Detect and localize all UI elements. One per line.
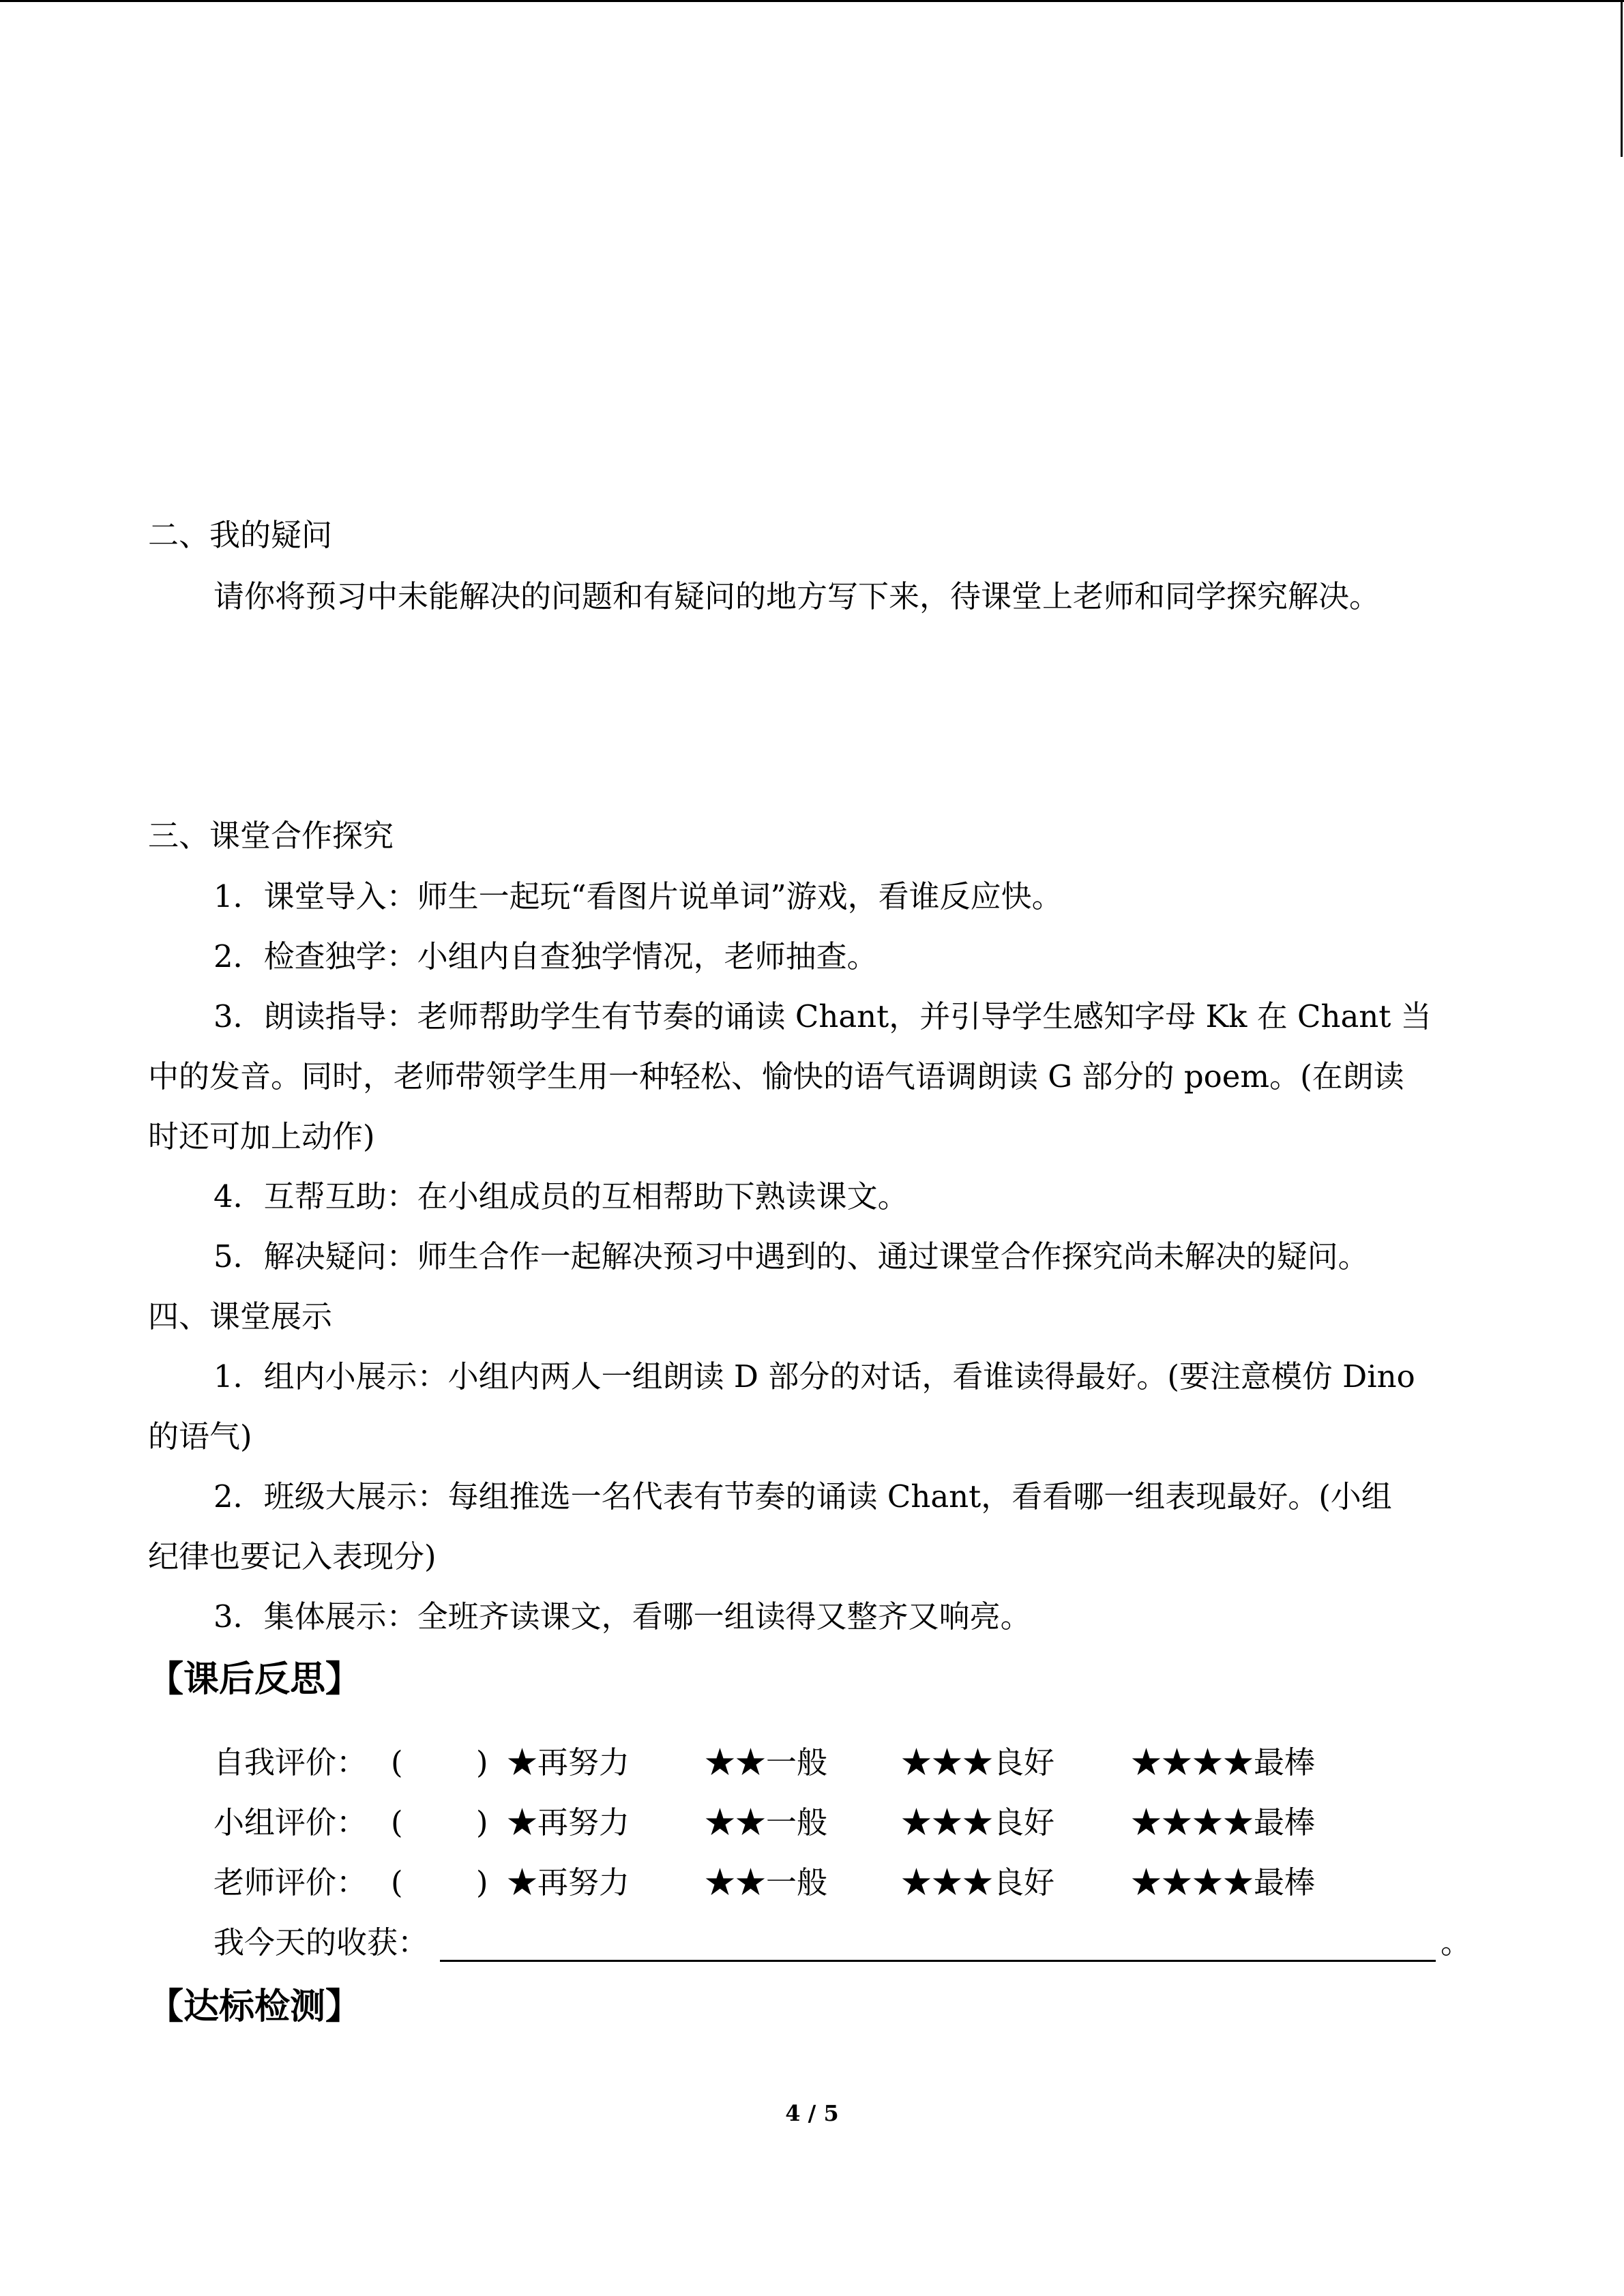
rating-option-1: ★再努力 (507, 1864, 630, 1900)
rating-option-1: ★再努力 (507, 1744, 630, 1780)
rating-option-3: ★★★良好 (901, 1804, 1055, 1840)
rating-option-3: ★★★良好 (901, 1744, 1055, 1780)
section2-instruction: 请你将预习中未能解决的问题和有疑问的地方写下来，待课堂上老师和同学探究解决。 (213, 578, 1381, 614)
paren-open: ( (391, 1804, 403, 1840)
section4-item1-line1: 1．组内小展示：小组内两人一组朗读 D 部分的对话，看谁读得最好。(要注意模仿 Dino (213, 1358, 1415, 1395)
section4-item3: 3．集体展示：全班齐读课文，看哪一组读得又整齐又响亮。 (213, 1598, 1031, 1635)
paren-close: ) (476, 1864, 488, 1900)
section4-item1-line2: 的语气) (148, 1418, 252, 1455)
section3-item2: 2．检查独学：小组内自查独学情况，老师抽查。 (213, 938, 878, 974)
harvest-label: 我今天的收获： (213, 1924, 429, 1960)
harvest-answer-line[interactable] (440, 1960, 1436, 1962)
page-number: 4 / 5 (785, 2100, 839, 2126)
section3-heading: 三、课堂合作探究 (148, 818, 394, 854)
rating-option-3: ★★★良好 (901, 1864, 1055, 1900)
rating-option-4: ★★★★最棒 (1131, 1744, 1316, 1780)
rating-option-4: ★★★★最棒 (1131, 1864, 1316, 1900)
self-evaluation-row (213, 1741, 1373, 1785)
paren-close: ) (476, 1744, 488, 1780)
teacher-evaluation-row (213, 1861, 1373, 1905)
section3-item5: 5．解决疑问：师生合作一起解决预习中遇到的、通过课堂合作探究尚未解决的疑问。 (213, 1238, 1369, 1274)
section3-item1: 1．课堂导入：师生一起玩“看图片说单词”游戏，看谁反应快。 (213, 878, 1063, 914)
right-border (1621, 0, 1623, 157)
section3-item3-line1: 3．朗读指导：老师帮助学生有节奏的诵读 Chant，并引导学生感知字母 Kk 在 Chant 当 (213, 998, 1432, 1034)
assessment-heading: 【达标检测】 (148, 1986, 361, 2027)
section4-heading: 四、课堂展示 (148, 1298, 333, 1335)
evaluation-label: 自我评价： (213, 1744, 368, 1780)
section4-item2-line1: 2．班级大展示：每组推选一名代表有节奏的诵读 Chant，看看哪一组表现最好。(小组 (213, 1478, 1392, 1515)
section3-item3-line2: 中的发音。同时，老师带领学生用一种轻松、愉快的语气语调朗读 G 部分的 poem。(在朗读 (148, 1058, 1404, 1094)
rating-option-2: ★★一般 (705, 1744, 828, 1780)
rating-option-2: ★★一般 (705, 1804, 828, 1840)
reflection-heading: 【课后反思】 (148, 1659, 361, 1700)
top-border (0, 0, 1624, 2)
paren-open: ( (391, 1864, 403, 1900)
evaluation-label: 老师评价： (213, 1864, 368, 1900)
group-evaluation-row (213, 1801, 1373, 1845)
rating-option-4: ★★★★最棒 (1131, 1804, 1316, 1840)
section3-item3-line3: 时还可加上动作) (148, 1118, 375, 1154)
section2-heading: 二、我的疑问 (148, 517, 333, 553)
section4-item2-line2: 纪律也要记入表现分) (148, 1538, 437, 1575)
paren-close: ) (476, 1804, 488, 1840)
paren-open: ( (391, 1744, 403, 1780)
section3-item4: 4．互帮互助：在小组成员的互相帮助下熟读课文。 (213, 1178, 909, 1214)
harvest-end-mark: 。 (1441, 1924, 1472, 1960)
rating-option-2: ★★一般 (705, 1864, 828, 1900)
rating-option-1: ★再努力 (507, 1804, 630, 1840)
evaluation-label: 小组评价： (213, 1804, 368, 1840)
